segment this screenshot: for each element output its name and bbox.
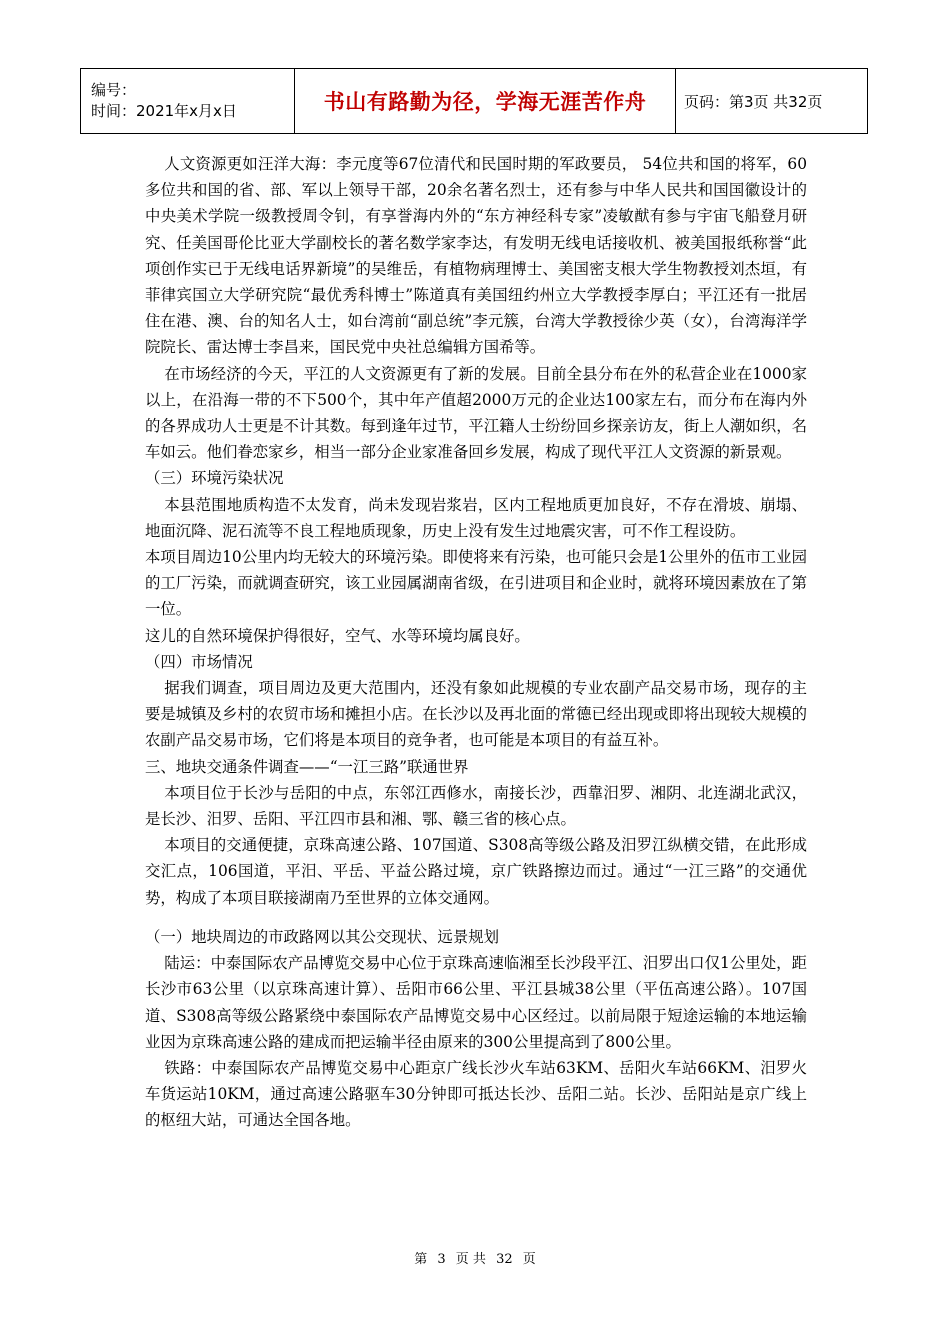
document-date-label: 时间：2021年x月x日 — [91, 102, 237, 120]
body-paragraph: 本县范围地质构造不太发育，尚未发现岩浆岩，区内工程地质更加良好，不存在滑坡、崩塌、地面沉降、泥石流等不良工程地质现象，历史上没有发生过地震灾害，可不作工程设防。 — [145, 495, 807, 540]
document-body — [145, 151, 807, 1134]
body-paragraph: 在市场经济的今天，平江的人文资源更有了新的发展。目前全县分布在外的私营企业在1000家以上，在沿海一带的不下500个，其中年产值超2000万元的企业达100家左右，而分布在海内外的各界成功人士更是不计其数。每到逢年过节，平江籍人士纷纷回乡探亲访友，街上人潮如织，名车如云。他们眷恋家乡，相当一部分企业家准备回乡发展，构成了现代平江人文资源的新景观。 — [145, 364, 807, 462]
footer-suffix: 页 — [522, 1252, 536, 1267]
body-paragraph: 本项目周边10公里内均无较大的环境污染。即使将来有污染，也可能只会是1公里外的伍市工业园的工厂污染，而就调查研究，该工业园属湖南省级，在引进项目和企业时，就将环境因素放在了第一位。 — [145, 548, 807, 619]
header-motto: 书山有路勤为径，学海无涯苦作舟 — [295, 69, 676, 134]
body-paragraph: 本项目位于长沙与岳阳的中点，东邻江西修水，南接长沙，西靠汨罗、湘阴、北连湖北武汉，是长沙、汨罗、岳阳、平江四市县和湘、鄂、赣三省的核心点。 — [145, 783, 807, 829]
document-number-label: 编号： — [91, 81, 137, 99]
header-page-label: 页码：第3页 共32页 — [676, 69, 868, 134]
body-paragraph: 三、地块交通条件调查——“一江三路”联通世界 — [145, 757, 469, 776]
body-paragraph: 本项目的交通便捷，京珠高速公路、107国道、S308高等级公路及汨罗江纵横交错，在此形成交汇点，106国道，平汨、平岳、平益公路过境，京广铁路擦边而过。通过“一江三路”的交通优势，构成了本项目联接湖南乃至世界的立体交通网。 — [145, 836, 807, 907]
footer-prefix: 第 — [414, 1252, 428, 1267]
body-paragraph: （一）地块周边的市政路网以其公交现状、远景规划 — [145, 927, 499, 946]
body-paragraph: 据我们调查，项目周边及更大范围内，还没有象如此规模的专业农副产品交易市场，现存的主要是城镇及乡村的农贸市场和摊担小店。在长沙以及再北面的常德已经出现或即将出现较大规模的农副产品交易市场，它们将是本项目的竞争者，也可能是本项目的有益互补。 — [145, 679, 807, 750]
body-paragraph: 铁路：中泰国际农产品博览交易中心距京广线长沙火车站63KM、岳阳火车站66KM、汨罗火车货运站10KM，通过高速公路驱车30分钟即可抵达长沙、岳阳二站。长沙、岳阳站是京广线上的枢纽大站，可通达全国各地。 — [145, 1058, 807, 1130]
body-paragraph: （三）环境污染状况 — [145, 469, 284, 488]
footer-current-page: 3 — [437, 1252, 446, 1267]
body-paragraph: 这儿的自然环境保护得很好，空气、水等环境均属良好。 — [145, 626, 530, 645]
document-header — [80, 68, 868, 134]
header-meta-cell — [81, 69, 295, 134]
page-footer — [0, 1248, 950, 1267]
body-paragraph: 陆运：中泰国际农产品博览交易中心位于京珠高速临湘至长沙段平江、汨罗出口仅1公里处，距长沙市63公里（以京珠高速计算）、岳阳市66公里、平江县城38公里（平伍高速公路）。107国道、S308高等级公路紧绕中泰国际农产品博览交易中心区经过。以前局限于短途运输的本地运输业因为京珠高速公路的建成而把运输半径由原来的300公里提高到了800公里。 — [145, 954, 807, 1051]
body-paragraph: 人文资源更如汪洋大海：李元度等67位清代和民国时期的军政要员， 54位共和国的将军，60多位共和国的省、部、军以上领导干部，20余名著名烈士，还有参与中华人民共和国国徽设计的中央美术学院一级教授周令钊，有享誉海内外的“东方神经科专家”凌敏猷有参与宇宙飞船登月研究、任美国哥伦比亚大学副校长的著名数学家李达，有发明无线电话接收机、被美国报纸称誉“此项创作实已于无线电话界新境”的吴维岳，有植物病理博士、美国密支根大学生物教授刘杰垣，有菲律宾国立大学研究院“最优秀科博士”陈道真有美国纽约州立大学教授李厚白；平江还有一批居住在港、澳、台的知名人士，如台湾前“副总统”李元簇，台湾大学教授徐少英（女），台湾海洋学院院长、雷达博士李昌来，国民党中央社总编辑方国希等。 — [145, 155, 807, 357]
body-paragraph: （四）市场情况 — [145, 652, 253, 671]
footer-total-pages: 32 — [496, 1252, 513, 1267]
footer-middle: 页 共 — [455, 1252, 486, 1267]
